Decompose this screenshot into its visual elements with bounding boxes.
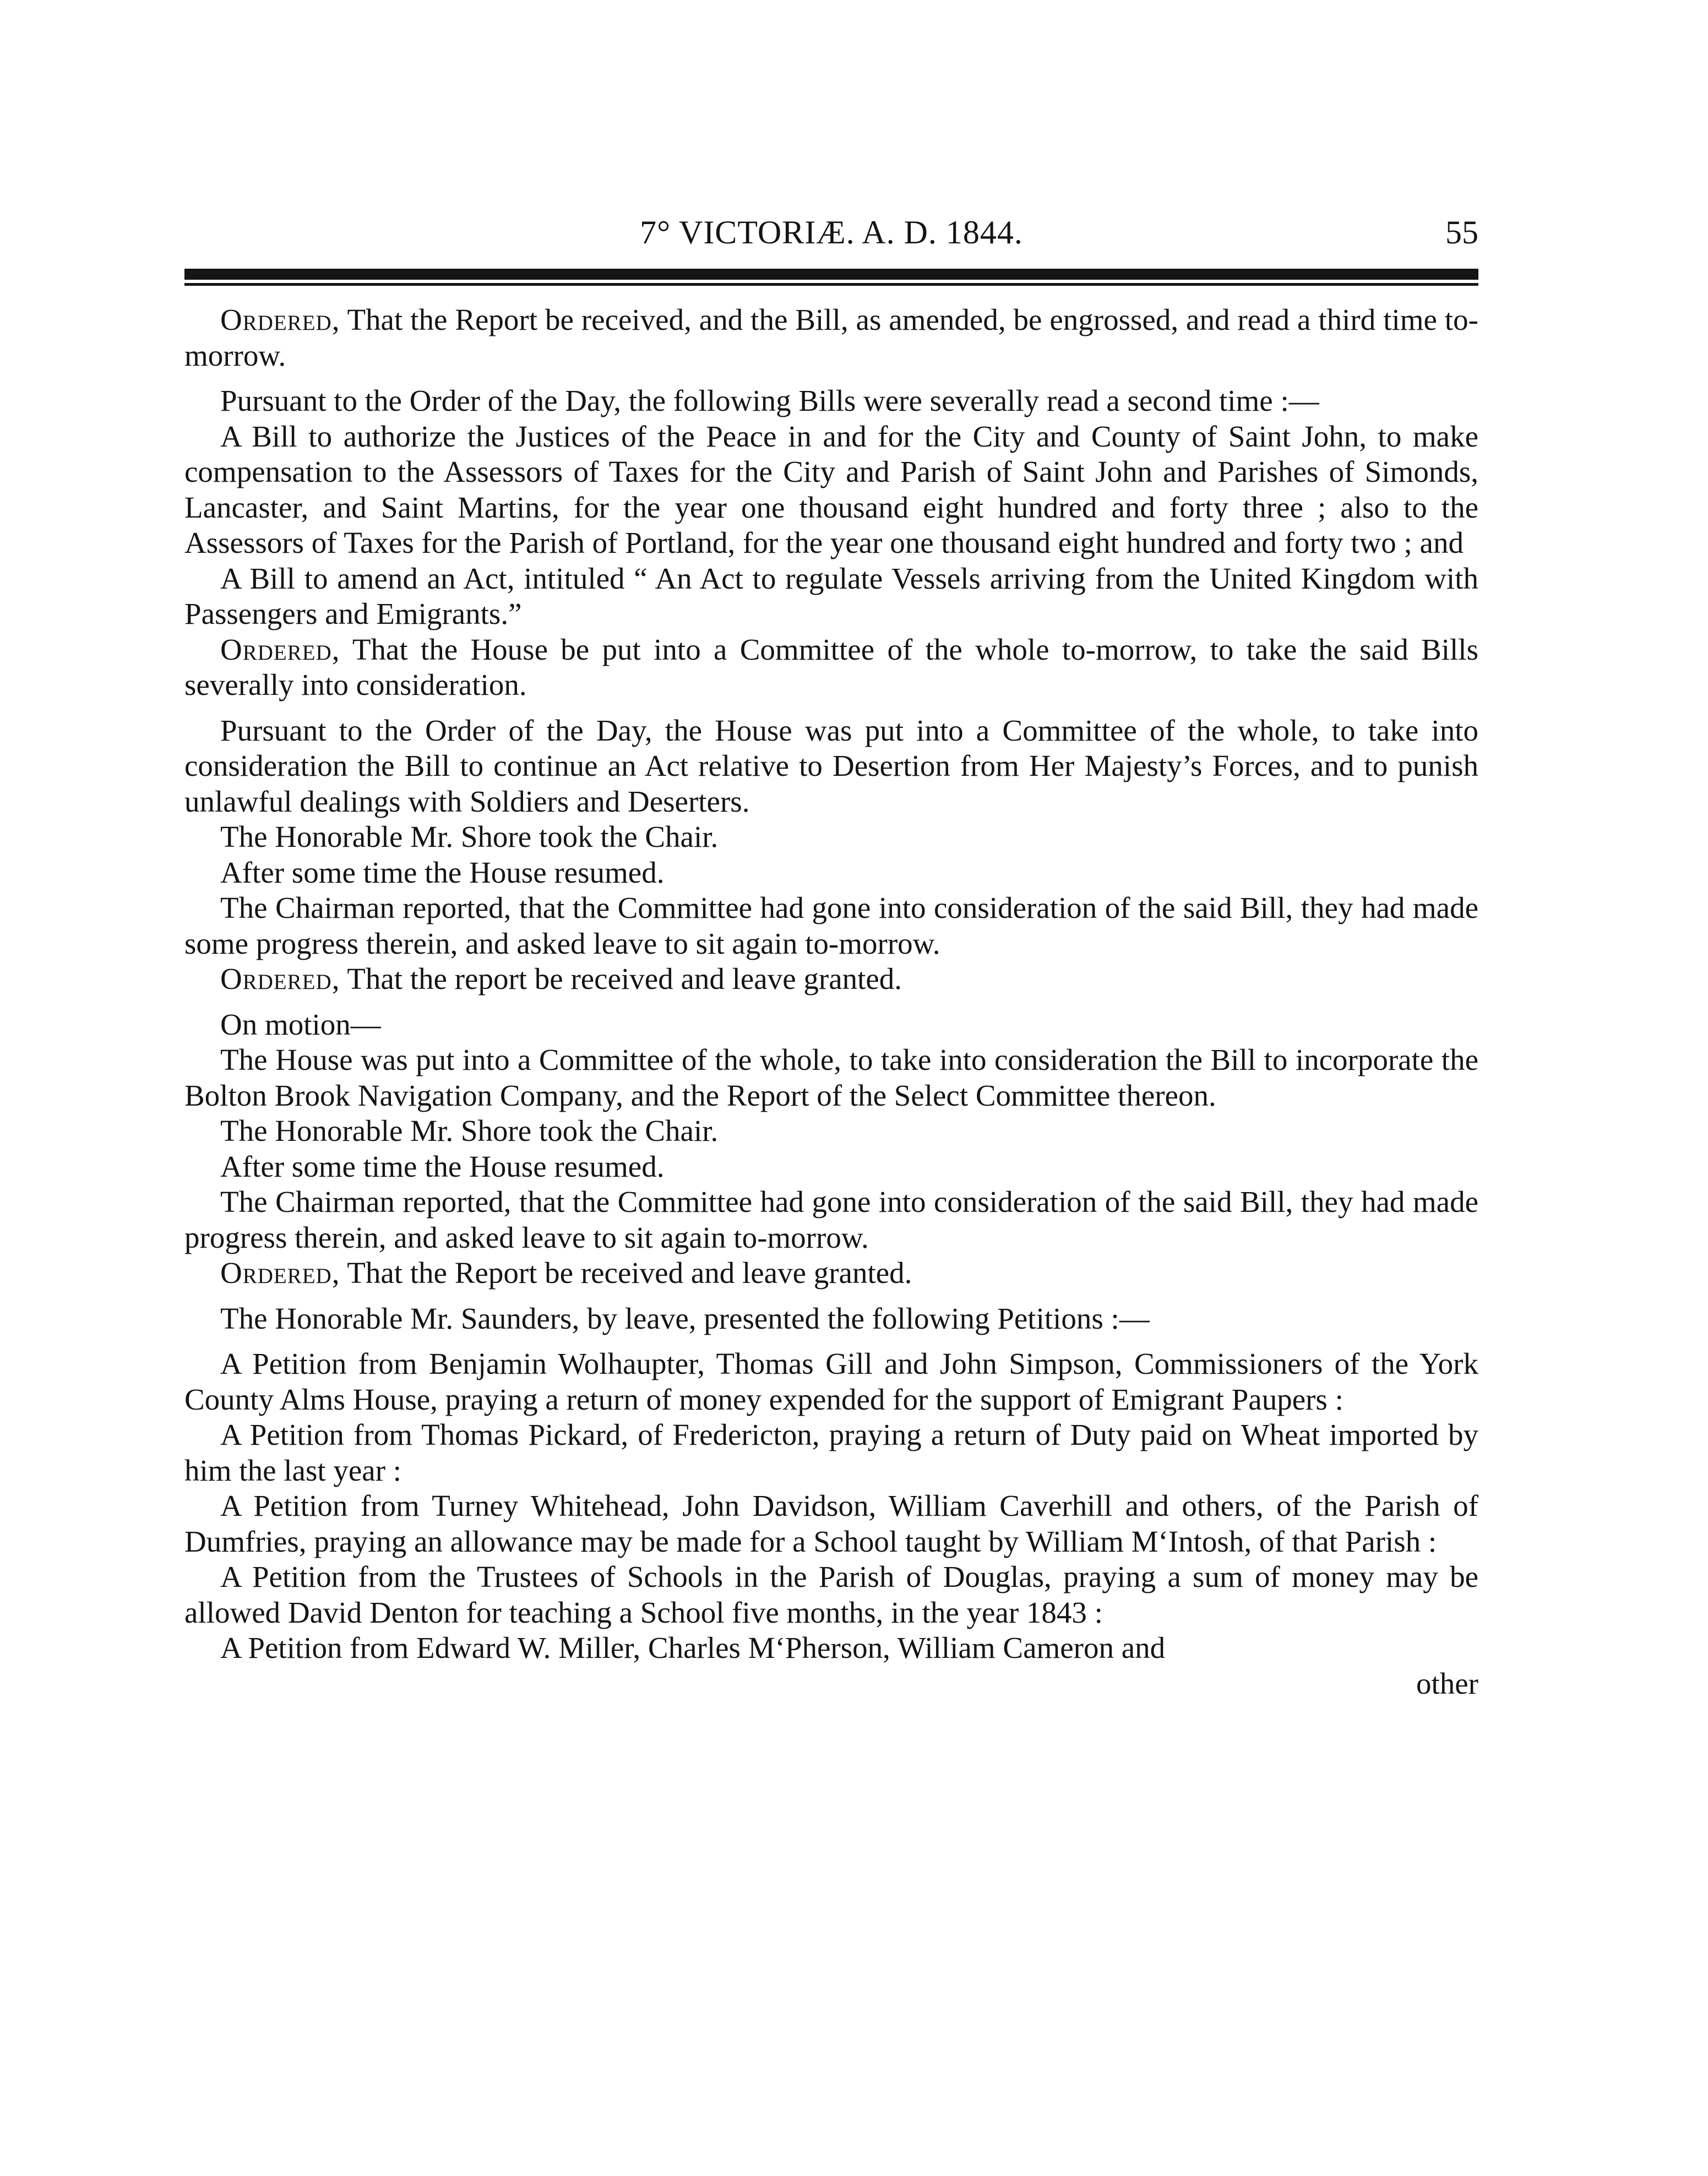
paragraph-text: That the Report be received, and the Bill, as amended, be engrossed, and read a third time to-morrow. bbox=[184, 303, 1478, 372]
paragraph-text: A Bill to amend an Act, intituled “ An Act to regulate Vessels arriving from the United Kingdom with Passengers and Emigrants.” bbox=[184, 561, 1478, 630]
paragraph bbox=[184, 632, 1478, 703]
paragraph bbox=[184, 1113, 1478, 1149]
paragraph bbox=[184, 1007, 1478, 1043]
paragraph-text: Pursuant to the Order of the Day, the House was put into a Committee of the whole, to take into consideration the Bill to continue an Act relative to Desertion from Her Majesty’s Forces, and to punish unlawful dealings with Soldiers and Deserters. bbox=[184, 713, 1478, 818]
paragraph bbox=[184, 1042, 1478, 1113]
paragraph bbox=[184, 1346, 1478, 1417]
paragraph bbox=[184, 961, 1478, 997]
paragraph bbox=[184, 713, 1478, 820]
catch-word: other bbox=[1416, 1666, 1478, 1700]
paragraph bbox=[184, 1559, 1478, 1630]
paragraph bbox=[184, 819, 1478, 855]
paragraph-text: That the House be put into a Committee of the whole to-morrow, to take the said Bills severally into consideration. bbox=[184, 632, 1478, 701]
paragraph bbox=[184, 855, 1478, 891]
paragraph-text: The Chairman reported, that the Committee had gone into consideration of the said Bill, they had made progress therein, and asked leave to sit again to-morrow. bbox=[184, 1185, 1478, 1254]
paragraph-text: A Bill to authorize the Justices of the Peace in and for the City and County of Saint John, to make compensation to the Assessors of Taxes for the City and Parish of Saint John and Parishes of Simonds, Lancaster, and Saint Martins, for the year one thousand eight hundred and forty three ; also to the Assessors of Taxes for the Parish of Portland, for the year one thousand eight hundred and forty two ; and bbox=[184, 419, 1478, 559]
paragraph bbox=[184, 890, 1478, 961]
paragraph-text: Pursuant to the Order of the Day, the following Bills were severally read a second time :— bbox=[220, 384, 1319, 417]
paragraph-text: That the report be received and leave granted. bbox=[340, 962, 902, 995]
paragraph bbox=[184, 1488, 1478, 1559]
paragraph-text: A Petition from the Trustees of Schools in the Parish of Douglas, praying a sum of money may be allowed David Denton for teaching a School five months, in the year 1843 : bbox=[184, 1560, 1478, 1629]
page bbox=[184, 214, 1478, 1701]
paragraph-text: A Petition from Thomas Pickard, of Fredericton, praying a return of Duty paid on Wheat imported by him the last year : bbox=[184, 1418, 1478, 1487]
running-title: 7° VICTORIÆ. A. D. 1844. bbox=[640, 214, 1023, 251]
ordered-lead: Ordered, bbox=[220, 1256, 340, 1290]
paragraph bbox=[184, 1255, 1478, 1291]
paragraph-text: The Honorable Mr. Shore took the Chair. bbox=[220, 1114, 719, 1147]
paragraph bbox=[184, 1630, 1478, 1666]
paragraph-text: A Petition from Benjamin Wolhaupter, Thomas Gill and John Simpson, Commissioners of the York County Alms House, praying a return of money expended for the support of Emigrant Paupers : bbox=[184, 1347, 1478, 1416]
paragraph-text: The Honorable Mr. Saunders, by leave, presented the following Petitions :— bbox=[220, 1301, 1150, 1335]
paragraph bbox=[184, 302, 1478, 373]
header-rule-thin bbox=[184, 283, 1478, 286]
paragraph bbox=[184, 1184, 1478, 1255]
paragraph bbox=[184, 1149, 1478, 1185]
paragraph bbox=[184, 1417, 1478, 1488]
header-rule-thick bbox=[184, 269, 1478, 280]
paragraph-text: The Chairman reported, that the Committee had gone into consideration of the said Bill, they had made some progress therein, and asked leave to sit again to-morrow. bbox=[184, 891, 1478, 960]
paragraph-text: The House was put into a Committee of the whole, to take into consideration the Bill to incorporate the Bolton Brook Navigation Company, and the Report of the Select Committee thereon. bbox=[184, 1043, 1478, 1112]
paragraph-text: After some time the House resumed. bbox=[220, 1149, 665, 1183]
ordered-lead: Ordered, bbox=[220, 303, 340, 336]
ordered-lead: Ordered, bbox=[220, 632, 340, 666]
paragraph-text: That the Report be received and leave granted. bbox=[340, 1256, 912, 1290]
page-number: 55 bbox=[1445, 214, 1478, 251]
ordered-lead: Ordered, bbox=[220, 962, 340, 995]
paragraph-text: A Petition from Edward W. Miller, Charles M‘Pherson, William Cameron and bbox=[220, 1631, 1166, 1664]
paragraph bbox=[184, 383, 1478, 419]
running-head bbox=[184, 214, 1478, 269]
paragraph bbox=[184, 561, 1478, 632]
paragraph-text: On motion— bbox=[220, 1007, 381, 1041]
paragraph bbox=[184, 419, 1478, 561]
journal-text bbox=[184, 302, 1478, 1701]
paragraph-text: A Petition from Turney Whitehead, John Davidson, William Caverhill and others, of the Parish of Dumfries, praying an allowance may be made for a School taught by William M‘Intosh, of that Parish : bbox=[184, 1489, 1478, 1558]
paragraph-text: The Honorable Mr. Shore took the Chair. bbox=[220, 820, 719, 853]
paragraph bbox=[184, 1301, 1478, 1337]
paragraph-text: After some time the House resumed. bbox=[220, 855, 665, 889]
